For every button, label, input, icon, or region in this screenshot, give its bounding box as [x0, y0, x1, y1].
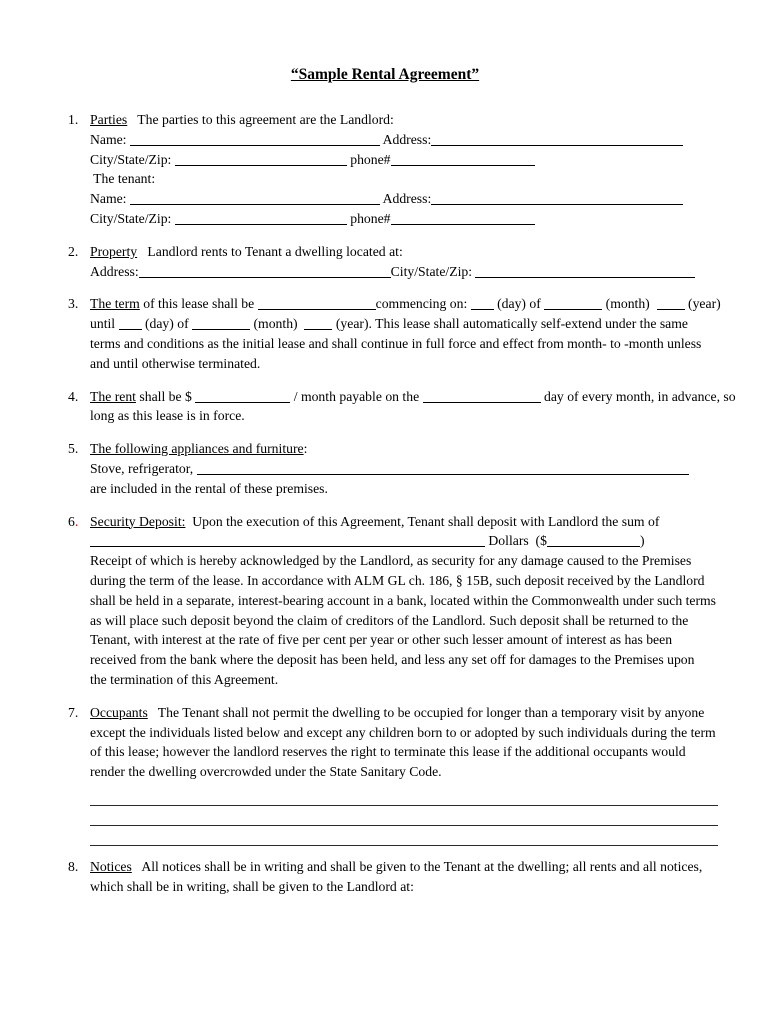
section-parties: [68, 110, 734, 229]
text-line: [90, 571, 734, 591]
fill-blank[interactable]: [544, 297, 602, 310]
text-line: [90, 314, 734, 334]
text-run: phone#: [346, 210, 391, 226]
text-run: during the term of the lease. In accordance with ALM GL ch. 186, § 15B, such deposit received by the Landlord: [90, 572, 705, 588]
section-heading: Notices: [90, 859, 132, 875]
text-run: Address:: [379, 131, 432, 147]
text-line: [90, 169, 734, 189]
text-run: ): [639, 533, 645, 549]
text-line: [90, 354, 734, 374]
section-heading: Parties: [90, 112, 128, 127]
title-row: [0, 0, 770, 84]
text-line: [90, 551, 734, 571]
text-run: (month): [602, 296, 657, 312]
section-text: [90, 387, 734, 427]
text-line: [90, 150, 734, 170]
item-number: 3.: [68, 296, 79, 312]
section-text: [90, 512, 734, 690]
text-run: until: [90, 316, 119, 332]
section-heading: Security Deposit:: [90, 513, 186, 529]
text-line: [90, 110, 734, 130]
fill-blank[interactable]: [657, 297, 685, 310]
fill-blank[interactable]: [90, 833, 718, 846]
text-run: All notices shall be in writing and shall be given to the Tenant at the dwelling; all rents and all notices,: [131, 859, 703, 875]
fill-blank[interactable]: [475, 265, 695, 278]
text-run: received from the bank where the deposit has been held, and less any set off for damages to the Premises upon: [90, 652, 695, 668]
section-occupants: [68, 703, 734, 782]
text-run: (day) of: [493, 296, 545, 312]
text-line: [90, 209, 734, 229]
item-number: 6.: [68, 513, 79, 529]
fill-blank[interactable]: [391, 212, 535, 225]
section-property: [68, 242, 734, 282]
text-run: commencing on:: [375, 296, 471, 312]
section-heading: The following appliances and furniture: [90, 441, 304, 457]
fill-blank[interactable]: [431, 192, 683, 205]
text-run: The parties to this agreement are the Landlord:: [127, 112, 394, 127]
text-line: [90, 830, 734, 850]
fill-blank[interactable]: [130, 192, 380, 205]
text-run: Address:: [90, 263, 139, 279]
text-run: of this lease; however the landlord reserves the right to terminate this lease if the additional occupants would: [90, 744, 686, 760]
text-run: Address:: [379, 191, 432, 207]
text-line: [90, 130, 734, 150]
fill-blank[interactable]: [471, 297, 494, 310]
fill-blank[interactable]: [197, 462, 689, 475]
text-run: shall be $: [135, 388, 196, 404]
text-line: [90, 406, 734, 426]
fill-blank[interactable]: [258, 297, 376, 310]
text-line: [90, 479, 734, 499]
fill-blank[interactable]: [431, 133, 683, 146]
item-number: 1.: [68, 112, 79, 127]
text-run: City/State/Zip:: [90, 151, 175, 167]
item-number: 4.: [68, 388, 79, 404]
section-heading: Property: [90, 243, 138, 259]
text-line: [90, 810, 734, 830]
text-run: Name:: [90, 131, 130, 147]
text-run: Name:: [90, 191, 130, 207]
section-text: [90, 857, 734, 897]
text-run: City/State/Zip:: [390, 263, 476, 279]
text-line: [90, 723, 734, 743]
section-heading: The term: [90, 296, 140, 312]
text-run: :: [303, 441, 308, 457]
text-line: [90, 670, 734, 690]
section-text: [90, 439, 734, 498]
text-run: and until otherwise terminated.: [90, 355, 261, 371]
document-title: “Sample Rental Agreement”: [290, 66, 480, 83]
text-run: / month payable on the: [290, 388, 423, 404]
section-heading: Occupants: [90, 704, 148, 720]
text-run: render the dwelling overcrowded under the State Sanitary Code.: [90, 764, 442, 780]
text-line: [90, 650, 734, 670]
text-run: phone#: [346, 151, 391, 167]
item-number: [68, 790, 90, 849]
text-run: Landlord rents to Tenant a dwelling located at:: [137, 243, 403, 259]
item-number: 7.: [68, 704, 79, 720]
fill-blank[interactable]: [139, 265, 391, 278]
text-line: [90, 294, 734, 314]
text-run: as will place such deposit beyond the claim of creditors of the Landlord. Such deposit shall be returned to the: [90, 612, 689, 628]
fill-blank[interactable]: [90, 534, 485, 547]
text-run: Stove, refrigerator,: [90, 460, 197, 476]
fill-blank[interactable]: [304, 317, 332, 330]
text-run: which shall be in writing, shall be given to the Landlord at:: [90, 879, 414, 895]
text-run: (month): [250, 316, 305, 332]
text-run: (year): [684, 296, 721, 312]
fill-blank[interactable]: [90, 813, 718, 826]
text-line: [90, 531, 734, 551]
section-text: [90, 703, 734, 782]
text-line: [90, 262, 734, 282]
text-line: [90, 877, 734, 897]
fill-blank[interactable]: [547, 534, 640, 547]
text-run: long as this lease is in force.: [90, 408, 245, 424]
text-run: Tenant, with interest at the rate of five per cent per year or other such lesser amount of interest as has been: [90, 632, 673, 648]
section-rent: [68, 387, 734, 427]
text-line: [90, 742, 734, 762]
text-line: [90, 334, 734, 354]
fill-blank[interactable]: [195, 390, 290, 403]
text-line: [90, 591, 734, 611]
text-run: Dollars ($: [485, 533, 547, 549]
section-security-deposit: [68, 512, 734, 690]
section-text: [90, 294, 734, 373]
text-line: [90, 512, 734, 532]
fill-blank[interactable]: [130, 133, 380, 146]
item-number: 2.: [68, 243, 79, 259]
text-run: City/State/Zip:: [90, 210, 175, 226]
text-line: [90, 857, 734, 877]
fill-blank[interactable]: [192, 317, 250, 330]
text-run: (day) of: [141, 316, 193, 332]
section-term: [68, 294, 734, 373]
item-number: 5.: [68, 441, 79, 457]
text-line: [90, 387, 734, 407]
text-run: are included in the rental of these premises.: [90, 480, 328, 496]
section-notices: [68, 857, 734, 897]
text-run: the termination of this Agreement.: [90, 671, 279, 687]
text-run: of this lease shall be: [139, 296, 258, 312]
text-line: [90, 703, 734, 723]
text-run: shall be held in a separate, interest-bearing account in a bank, located within the Commonwealth under such terms: [90, 592, 717, 608]
text-run: day of every month, in advance, so: [540, 388, 736, 404]
text-run: Receipt of which is hereby acknowledged by the Landlord, as security for any damage caused to the Premises: [90, 553, 692, 569]
fill-blank[interactable]: [423, 390, 541, 403]
occupants-blank-lines: [68, 790, 734, 849]
section-text: [90, 242, 734, 282]
text-line: [90, 459, 734, 479]
text-line: [90, 630, 734, 650]
red-period: .: [74, 513, 79, 529]
text-line: [90, 242, 734, 262]
text-run: The tenant:: [90, 171, 156, 187]
text-run: Upon the execution of this Agreement, Tenant shall deposit with Landlord the sum of: [185, 513, 660, 529]
section-appliances: [68, 439, 734, 498]
text-line: [90, 790, 734, 810]
text-line: [90, 189, 734, 209]
text-line: [90, 611, 734, 631]
text-run: except the individuals listed below and except any children born to or adopted by such individuals during the term: [90, 724, 716, 740]
fill-blank[interactable]: [175, 212, 347, 225]
fill-blank[interactable]: [391, 153, 535, 166]
section-text: [90, 110, 734, 229]
text-run: The Tenant shall not permit the dwelling to be occupied for longer than a temporary visit by anyone: [147, 704, 705, 720]
fill-blank[interactable]: [90, 793, 718, 806]
section-heading: The rent: [90, 388, 136, 404]
document-body: [0, 110, 770, 897]
text-line: [90, 762, 734, 782]
text-line: [90, 439, 734, 459]
text-run: (year). This lease shall automatically self-extend under the same: [332, 316, 688, 332]
item-number: 8.: [68, 859, 79, 875]
section-text: [90, 790, 734, 849]
fill-blank[interactable]: [119, 317, 142, 330]
text-run: terms and conditions as the initial lease and shall continue in full force and effect from month- to -month unless: [90, 335, 702, 351]
fill-blank[interactable]: [175, 153, 347, 166]
